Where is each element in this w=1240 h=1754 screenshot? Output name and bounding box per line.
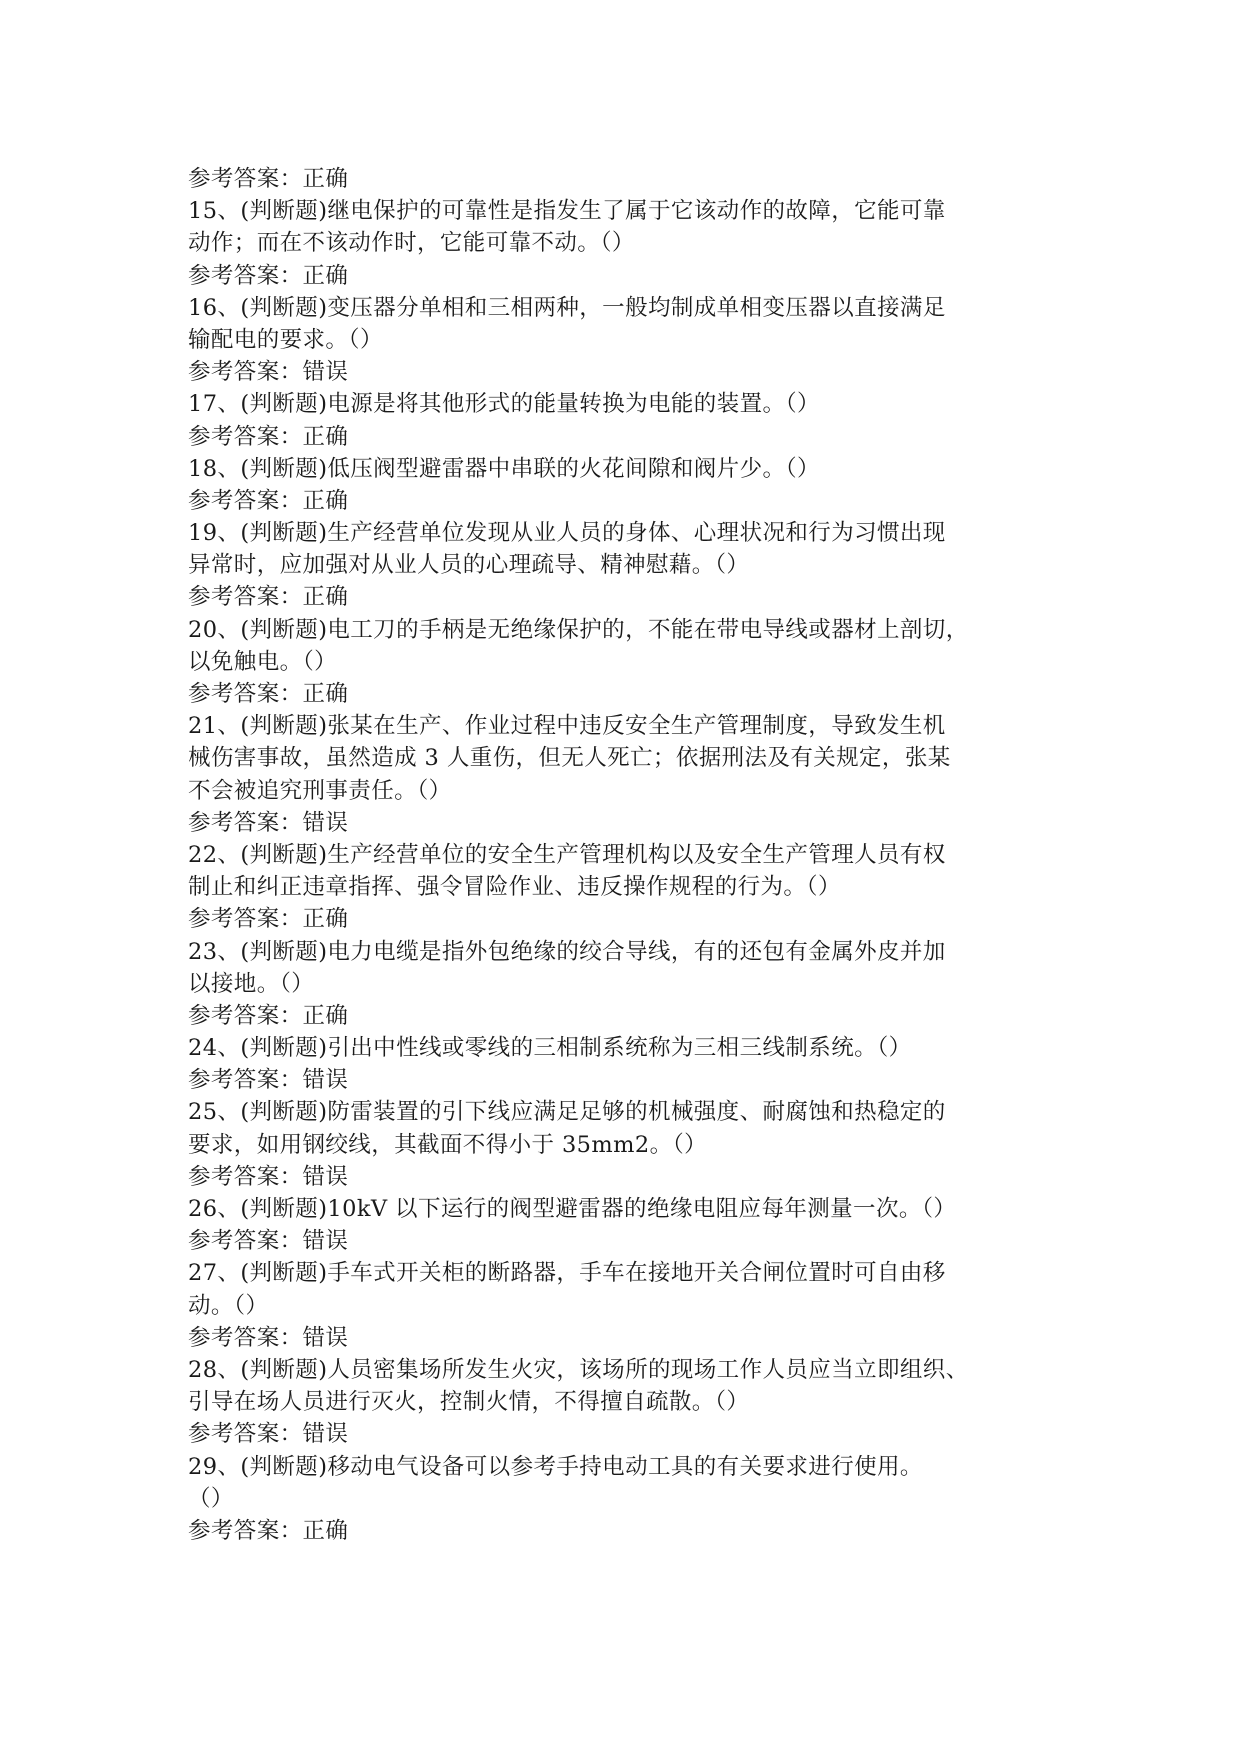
- reference-answer: [188, 260, 1078, 292]
- question-text-line: 不会被追究刑事责任。（）: [188, 777, 452, 804]
- answer-value: 正确: [302, 262, 349, 289]
- reference-answer: [188, 163, 1078, 195]
- answer-value: 错误: [302, 1163, 349, 1190]
- answer-value: 正确: [302, 423, 349, 450]
- question-text-line: 以接地。（）: [188, 970, 315, 997]
- answer-value: 错误: [302, 1228, 349, 1255]
- answer-label: 参考答案：: [188, 423, 303, 450]
- reference-answer: [188, 807, 1078, 839]
- question-item: [188, 936, 1078, 1033]
- question-item: [188, 614, 1078, 711]
- question-item: [188, 388, 1078, 452]
- question-text-line: 18、(判断题)低压阀型避雷器中串联的火花间隙和阀片少。（）: [188, 455, 820, 482]
- answer-value: 正确: [302, 906, 349, 933]
- reference-answer: [188, 1418, 1078, 1450]
- question-item: [188, 1451, 1078, 1548]
- question-item: [188, 292, 1078, 389]
- answer-value: 错误: [302, 809, 349, 836]
- question-text-line: 28、(判断题)人员密集场所发生火灾，该场所的现场工作人员应当立即组织、: [188, 1356, 969, 1383]
- question-item: [188, 517, 1078, 614]
- reference-answer: [188, 678, 1078, 710]
- reference-answer: [188, 421, 1078, 453]
- question-text-line: 23、(判断题)电力电缆是指外包绝缘的绞合导线，有的还包有金属外皮并加: [188, 938, 946, 965]
- question-text-line: 以免触电。（）: [188, 648, 338, 675]
- question-text-line: 21、(判断题)张某在生产、作业过程中违反安全生产管理制度，导致发生机: [188, 713, 946, 740]
- question-text-line: 16、(判断题)变压器分单相和三相两种，一般均制成单相变压器以直接满足: [188, 294, 946, 321]
- answer-label: 参考答案：: [188, 359, 303, 386]
- question-text-line: 19、(判断题)生产经营单位发现从业人员的身体、心理状况和行为习惯出现: [188, 520, 946, 547]
- question-text-line: （）: [188, 1485, 234, 1512]
- document-page: [188, 163, 1078, 1547]
- question-item: [188, 710, 1078, 839]
- answer-value: 错误: [302, 1324, 349, 1351]
- answer-label: 参考答案：: [188, 809, 303, 836]
- answer-label: 参考答案：: [188, 584, 303, 611]
- question-text-line: 29、(判断题)移动电气设备可以参考手持电动工具的有关要求进行使用。: [188, 1453, 923, 1480]
- reference-answer: [188, 1064, 1078, 1096]
- answer-label: 参考答案：: [188, 1163, 303, 1190]
- question-item: [188, 195, 1078, 292]
- answer-value: 正确: [302, 487, 349, 514]
- answer-label: 参考答案：: [188, 1067, 303, 1094]
- question-text-line: 20、(判断题)电工刀的手柄是无绝缘保护的，不能在带电导线或器材上剖切，: [188, 616, 969, 643]
- question-item: [188, 839, 1078, 936]
- question-text-line: 17、(判断题)电源是将其他形式的能量转换为电能的装置。（）: [188, 391, 820, 418]
- question-text-line: 制止和纠正违章指挥、强令冒险作业、违反操作规程的行为。（）: [188, 874, 841, 901]
- reference-answer: [188, 581, 1078, 613]
- reference-answer: [188, 1161, 1078, 1193]
- question-item: [188, 453, 1078, 517]
- question-item: [188, 1032, 1078, 1096]
- question-item: [188, 163, 1078, 195]
- question-text-line: 械伤害事故，虽然造成 3 人重伤，但无人死亡；依据刑法及有关规定，张某: [188, 745, 951, 772]
- question-text-line: 引导在场人员进行灭火，控制火情，不得擅自疏散。（）: [188, 1389, 750, 1416]
- answer-label: 参考答案：: [188, 681, 303, 707]
- answer-label: 参考答案：: [188, 1324, 303, 1351]
- question-text-line: 15、(判断题)继电保护的可靠性是指发生了属于它该动作的故障，它能可靠: [188, 198, 946, 225]
- answer-value: 错误: [302, 359, 349, 386]
- question-item: [188, 1096, 1078, 1193]
- answer-label: 参考答案：: [188, 1517, 303, 1544]
- question-text-line: 动。（）: [188, 1292, 269, 1319]
- answer-value: 正确: [302, 584, 349, 611]
- question-text-line: 26、(判断题)10kV 以下运行的阀型避雷器的绝缘电阻应每年测量一次。（）: [188, 1196, 957, 1222]
- answer-label: 参考答案：: [188, 906, 303, 933]
- question-item: [188, 1257, 1078, 1354]
- question-text-line: 异常时，应加强对从业人员的心理疏导、精神慰藉。（）: [188, 552, 750, 579]
- question-text-line: 24、(判断题)引出中性线或零线的三相制系统称为三相三线制系统。（）: [188, 1035, 912, 1062]
- answer-value: 正确: [302, 1002, 349, 1029]
- question-text-line: 动作；而在不该动作时，它能可靠不动。（）: [188, 230, 635, 257]
- question-text-line: 要求，如用钢绞线，其截面不得小于 35mm2。（）: [188, 1131, 708, 1158]
- question-text-line: 25、(判断题)防雷装置的引下线应满足足够的机械强度、耐腐蚀和热稳定的: [188, 1099, 946, 1126]
- answer-value: 正确: [302, 166, 349, 192]
- answer-value: 正确: [302, 681, 349, 707]
- reference-answer: [188, 903, 1078, 935]
- answer-label: 参考答案：: [188, 1421, 303, 1448]
- answer-label: 参考答案：: [188, 166, 303, 192]
- question-text-line: 输配电的要求。（）: [188, 326, 383, 353]
- answer-label: 参考答案：: [188, 262, 303, 289]
- answer-label: 参考答案：: [188, 487, 303, 514]
- answer-label: 参考答案：: [188, 1228, 303, 1255]
- question-text-line: 27、(判断题)手车式开关柜的断路器，手车在接地开关合闸位置时可自由移: [188, 1260, 946, 1287]
- reference-answer: [188, 1000, 1078, 1032]
- reference-answer: [188, 1225, 1078, 1257]
- reference-answer: [188, 356, 1078, 388]
- question-item: [188, 1354, 1078, 1451]
- answer-value: 错误: [302, 1067, 349, 1094]
- answer-value: 错误: [302, 1421, 349, 1448]
- answer-value: 正确: [302, 1517, 349, 1544]
- reference-answer: [188, 485, 1078, 517]
- answer-label: 参考答案：: [188, 1002, 303, 1029]
- reference-answer: [188, 1515, 1078, 1547]
- question-text-line: 22、(判断题)生产经营单位的安全生产管理机构以及安全生产管理人员有权: [188, 841, 946, 868]
- reference-answer: [188, 1322, 1078, 1354]
- question-item: [188, 1193, 1078, 1257]
